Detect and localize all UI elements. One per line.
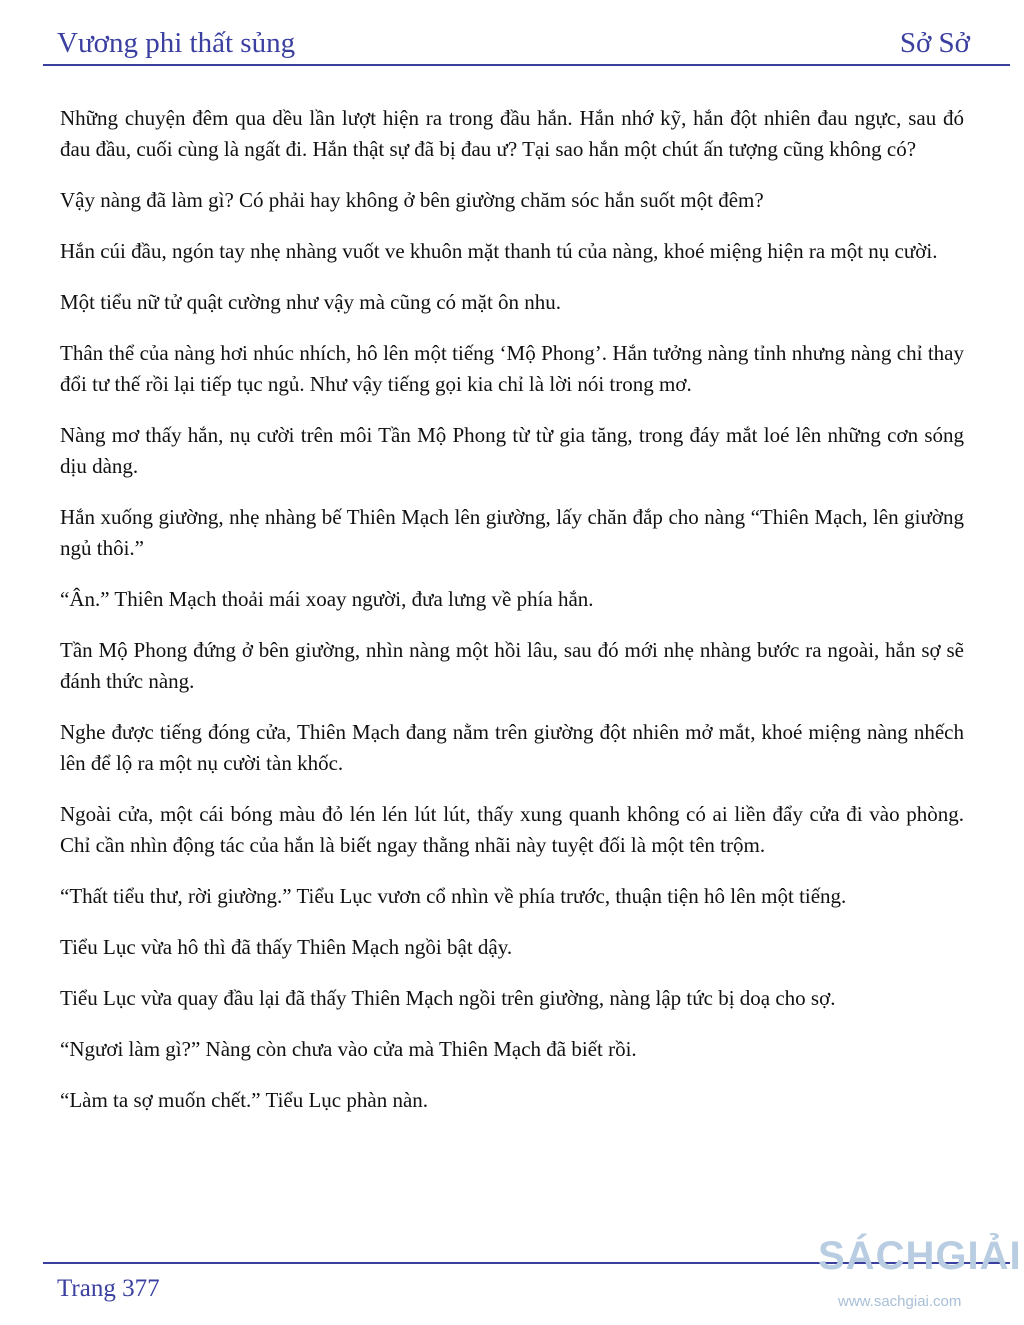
book-title: Vương phi thất sủng	[57, 27, 296, 59]
header-rule	[43, 64, 1010, 66]
paragraph: Vậy nàng đã làm gì? Có phải hay không ở bên giường chăm sóc hắn suốt một đêm?	[60, 188, 764, 212]
paragraph: Hắn xuống giường, nhẹ nhàng bế Thiên Mạch lên giường, lấy chăn đắp cho nàng “Thiên Mạch, lên giường ngủ thôi.”	[60, 505, 964, 560]
watermark-url: www.sachgiai.com	[838, 1293, 962, 1310]
paragraph: Tần Mộ Phong đứng ở bên giường, nhìn nàng một hồi lâu, sau đó mới nhẹ nhàng bước ra ngoài, hắn sợ sẽ đánh thức nàng.	[60, 638, 964, 693]
paragraph: Tiểu Lục vừa hô thì đã thấy Thiên Mạch ngồi bật dậy.	[60, 935, 513, 959]
page-number: Trang 377	[57, 1275, 160, 1302]
page-header	[57, 22, 970, 64]
paragraph: Những chuyện đêm qua dều lần lượt hiện ra trong đầu hắn. Hắn nhớ kỹ, hắn đột nhiên đau ngực, sau đó đau đầu, cuối cùng là ngất đi. Hắn thật sự đã bị đau ư? Tại sao hắn một chút ấn tượng cũng không có?	[60, 106, 964, 161]
paragraph: Hắn cúi đầu, ngón tay nhẹ nhàng vuốt ve khuôn mặt thanh tú của nàng, khoé miệng hiện ra một nụ cười.	[60, 239, 938, 263]
paragraph: Tiểu Lục vừa quay đầu lại đã thấy Thiên Mạch ngồi trên giường, nàng lập tức bị doạ cho sợ.	[60, 986, 836, 1010]
watermark-logo: SÁCHGIẢI	[818, 1234, 1022, 1278]
paragraph: “Ân.” Thiên Mạch thoải mái xoay người, đưa lưng về phía hắn.	[60, 587, 594, 611]
paragraph: “Thất tiểu thư, rời giường.” Tiểu Lục vươn cổ nhìn về phía trước, thuận tiện hô lên một tiếng.	[60, 884, 847, 908]
paragraph: “Làm ta sợ muốn chết.” Tiểu Lục phàn nàn.	[60, 1088, 429, 1112]
author-name: Sở Sở	[899, 27, 970, 59]
paragraph: Thân thể của nàng hơi nhúc nhích, hô lên một tiếng ‘Mộ Phong’. Hắn tưởng nàng tỉnh nhưng nàng chỉ thay đổi tư thế rồi lại tiếp tục ngủ. Như vậy tiếng gọi kia chỉ là lời nói trong mơ.	[60, 341, 964, 396]
paragraph: Ngoài cửa, một cái bóng màu đỏ lén lén lút lút, thấy xung quanh không có ai liền đẩy cửa đi vào phòng. Chỉ cần nhìn động tác của hắn là biết ngay thằng nhãi này tuyệt đối là một tên trộm.	[60, 802, 964, 857]
watermark	[818, 1226, 1024, 1321]
paragraph: Nghe được tiếng đóng cửa, Thiên Mạch đang nằm trên giường đột nhiên mở mắt, khoé miệng nàng nhếch lên để lộ ra một nụ cười tàn khốc.	[60, 720, 964, 775]
paragraph: Một tiểu nữ tử quật cường như vậy mà cũng có mặt ôn nhu.	[60, 290, 562, 314]
paragraph: “Ngươi làm gì?” Nàng còn chưa vào cửa mà Thiên Mạch đã biết rồi.	[60, 1037, 637, 1061]
page-body	[60, 103, 964, 1136]
paragraph: Nàng mơ thấy hắn, nụ cười trên môi Tần Mộ Phong từ từ gia tăng, trong đáy mắt loé lên những cơn sóng dịu dàng.	[60, 423, 964, 478]
